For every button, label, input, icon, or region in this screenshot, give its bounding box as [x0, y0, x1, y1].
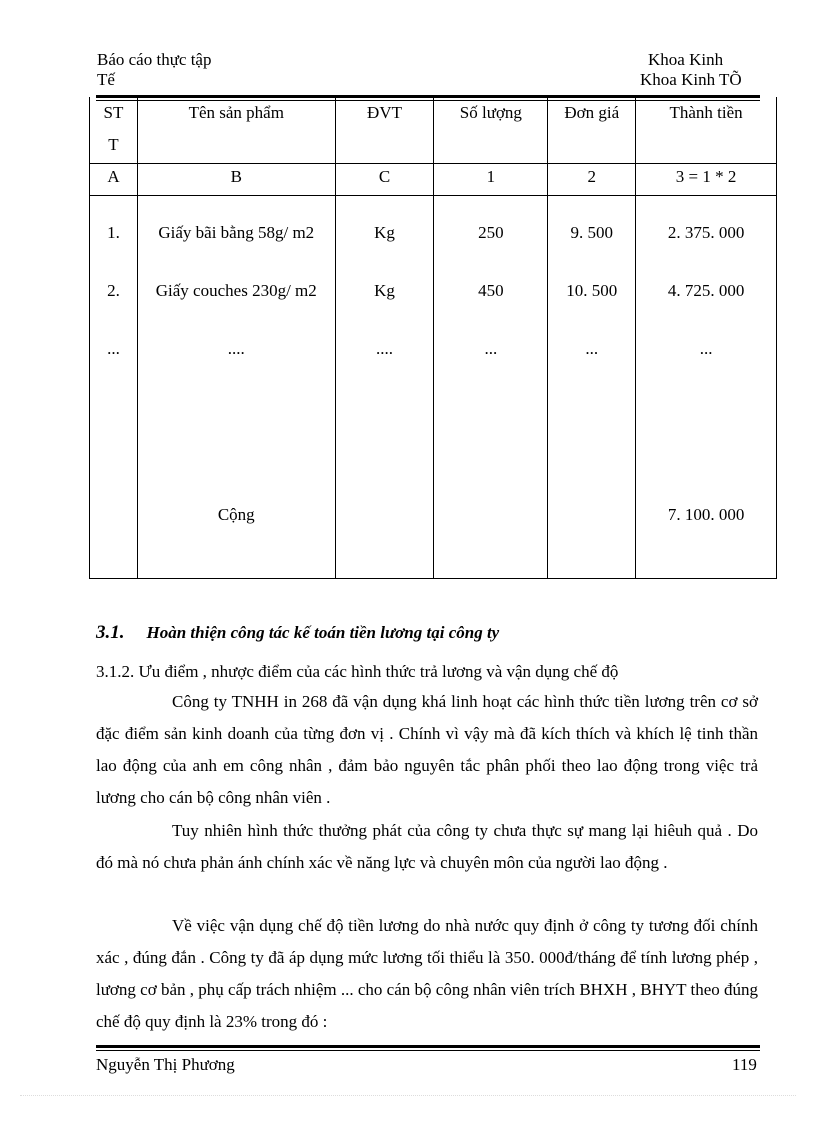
footer-rule: [96, 1045, 760, 1051]
col-header-amount: Thành tiền: [636, 97, 777, 164]
paragraph: Về việc vận dụng chế độ tiền lương do nhà nước quy định ở công ty tương đối chính xác , đúng đắn . Công ty đã áp dụng mức lương tối thiểu là 350. 000đ/tháng để tính lương phép , lương cơ bản , phụ cấp trách nhiệm ... cho cán bộ công nhân viên trích BHXH , BHYT theo đúng chế độ quy định là 23% trong đó :: [96, 916, 758, 1031]
row-index: 2.: [107, 281, 120, 300]
header-report-title: Báo cáo thực tập: [97, 50, 212, 69]
product-name: ....: [227, 339, 245, 358]
unit-cell: ....: [376, 339, 394, 358]
total-label: Cộng: [217, 505, 255, 524]
header-left: [97, 50, 211, 90]
paragraph: Công ty TNHH in 268 đã vận dụng khá linh hoạt các hình thức tiền lương trên cơ sở đặc điểm sản kinh doanh của từng đơn vị . Chính vì vậy mà đã kích thích và khích lệ tinh thần lao động của anh em công nhân , đảm bảo nguyên tắc phân phối theo lao động trong việc trả lương cho cán bộ công nhân viên .: [96, 692, 758, 807]
row-index: 1.: [107, 223, 120, 242]
quantity-cell: ...: [484, 339, 498, 358]
amount-cell: 4. 725. 000: [667, 281, 745, 300]
product-table: [89, 97, 777, 579]
subheading: 3.1.2. Ưu điểm , nhược điểm của các hình thức trả lương và vận dụng chế độ: [96, 662, 619, 681]
price-cell: 9. 500: [570, 223, 613, 242]
code-cell: 2: [548, 164, 636, 196]
table-header-row: [90, 97, 777, 164]
unit-cell: Kg: [374, 281, 395, 300]
col-header-stt: ST T: [90, 97, 138, 164]
code-cell: A: [90, 164, 138, 196]
code-cell: B: [137, 164, 335, 196]
price-cell: ...: [585, 339, 599, 358]
col-header-price: Đơn giá: [548, 97, 636, 164]
page-edge-divider: [20, 1095, 796, 1096]
unit-cell: Kg: [374, 223, 395, 242]
header-faculty-full: Khoa Kinh TÕ: [640, 70, 742, 89]
col-header-unit: ĐVT: [335, 97, 434, 164]
price-cell: 10. 500: [566, 281, 618, 300]
section-heading: [96, 622, 499, 644]
col-header-product: Tên sản phẩm: [137, 97, 335, 164]
code-cell: C: [335, 164, 434, 196]
header-left-wrap: Tế: [97, 70, 115, 89]
table-body-row: [90, 196, 777, 579]
table-code-row: [90, 164, 777, 196]
footer-author: Nguyễn Thị Phương: [96, 1055, 235, 1074]
row-index: ...: [107, 339, 120, 358]
code-cell: 1: [434, 164, 548, 196]
section-title-text: Hoàn thiện công tác kế toán tiền lương tại công ty: [146, 623, 500, 642]
page-number: 119: [732, 1055, 757, 1074]
col-header-quantity: Số lượng: [434, 97, 548, 164]
quantity-cell: 450: [478, 281, 504, 300]
product-name: Giấy couches 230g/ m2: [155, 281, 317, 300]
quantity-cell: 250: [478, 223, 504, 242]
amount-cell: 2. 375. 000: [667, 223, 745, 242]
header-faculty: Khoa Kinh: [648, 50, 724, 69]
header-right: [640, 50, 742, 90]
section-number: 3.1.: [96, 622, 125, 643]
total-value: 7. 100. 000: [667, 505, 745, 524]
code-cell: 3 = 1 * 2: [636, 164, 777, 196]
paragraph: Tuy nhiên hình thức thưởng phát của công ty chưa thực sự mang lại hiêuh quả . Do đó mà nó chưa phản ánh chính xác về năng lực và chuyên môn của người lao động .: [96, 821, 758, 872]
amount-cell: ...: [699, 339, 713, 358]
product-name: Giấy bãi bằng 58g/ m2: [158, 223, 315, 242]
